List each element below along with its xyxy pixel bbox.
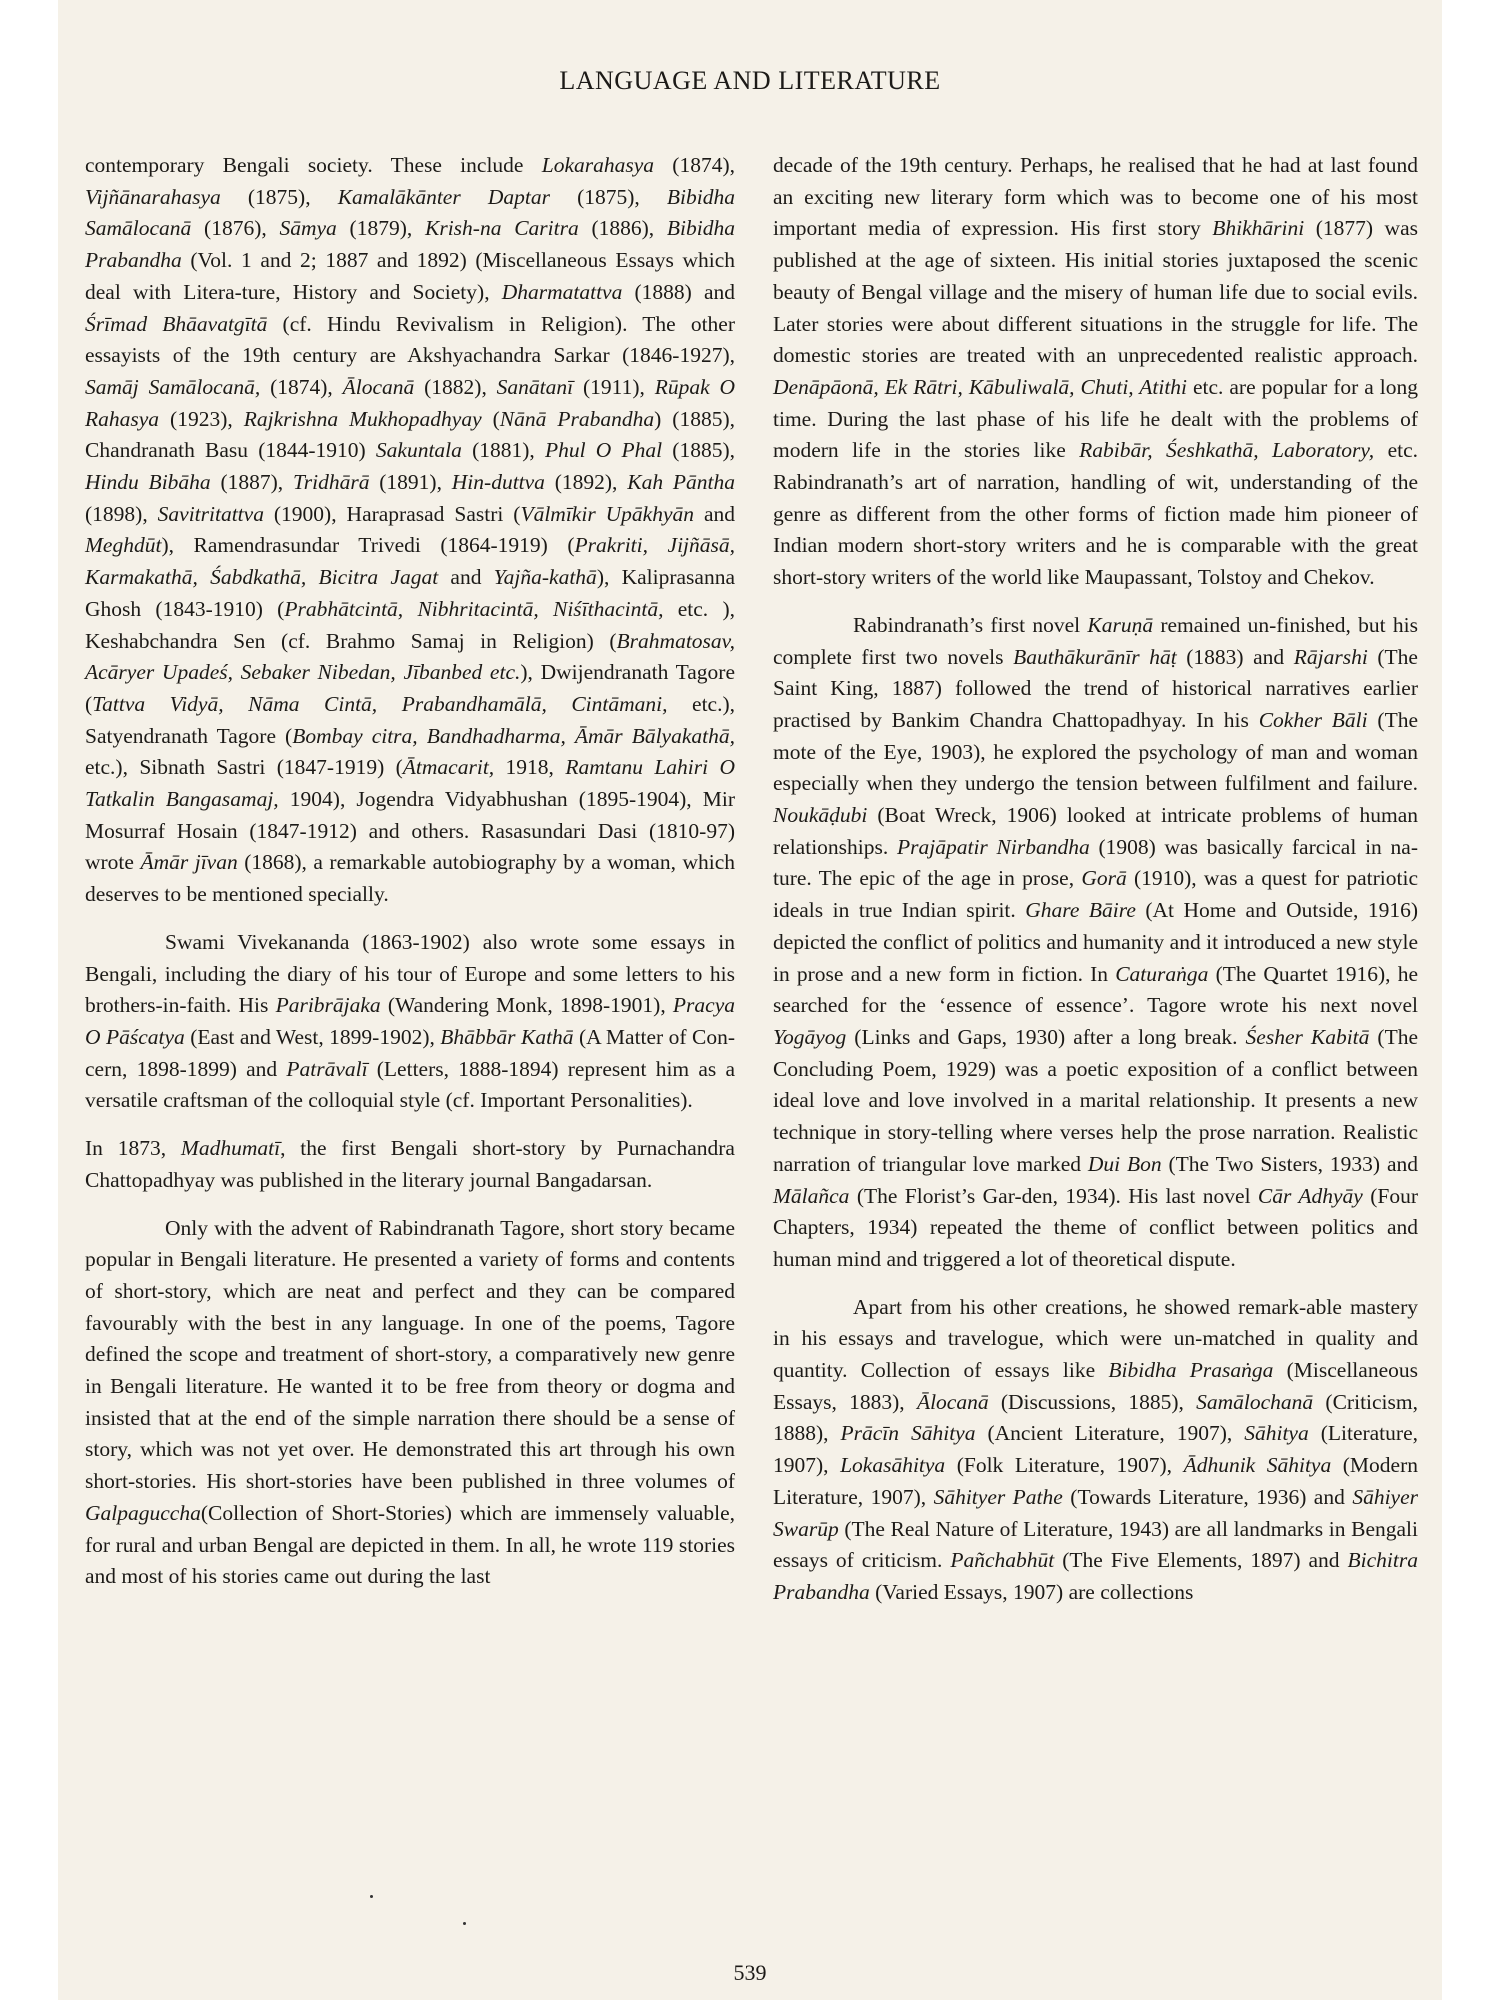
text-run: ) (1885), Chandranath Basu (1844-1910): [85, 406, 735, 463]
text-run: , the first Bengali short-story by Purnachandra Chattopadhyay was published in the literary journal Bangadarsan.: [85, 1136, 735, 1192]
italic-title: Bichitra Prabandha: [773, 1548, 1418, 1604]
text-run: (Boat Wreck, 1906) looked at intricate problems of human relationships.: [773, 803, 1418, 859]
italic-title: Bauthākurānīr hāṭ: [1013, 644, 1177, 669]
italic-title: Vālmīkir Upākhyān: [520, 501, 695, 526]
italic-title: Rājarshi: [1293, 644, 1368, 669]
italic-title: Yogāyog: [773, 1024, 847, 1049]
italic-title: Denāpāonā, Ek Rātri, Kābuliwalā, Chuti, Atithi: [773, 374, 1188, 399]
text-run: (Four Chapters, 1934) repeated the theme of conflict between politics and human mind and triggered a lot of theoretical dispute.: [773, 1183, 1418, 1271]
text-run: Only with the advent of Rabindranath Tagore, short story became popular in Bengali literature. He presented a variety of forms and contents of short-story, which are neat and perfect and they can be compared favourably with the best in any language. In one of the poems, Tagore defined the scope and treatment of short-story, a comparatively new genre in Bengali literature. He wanted it to be free from theory or dogma and insisted that at the end of the simple narration there should be a sense of story, which was not yet over. He demonstrated this art through his own short-stories. His short-stories have been published in three volumes of: [85, 1215, 735, 1494]
text-run: (The mote of the Eye, 1903), he explored the psychology of man and woman especially when they undergo the tension between fulfilment and failure.: [773, 707, 1419, 796]
text-run: and: [438, 565, 494, 590]
text-run: Swami Vivekananda (1863-1902) also wrote some essays in Bengali, including the diary of his tour of Europe and some letters to his brothers-in-faith. His: [85, 929, 735, 1018]
text-run: (Folk Literature, 1907),: [945, 1453, 1184, 1478]
italic-title: Noukāḍubi: [773, 803, 868, 828]
italic-title: Sāhityer Pathe: [933, 1484, 1063, 1509]
text-run: (The Concluding Poem, 1929) was a poetic exposition of a conflict between ideal love and love involved in a marital relationship. It presents a new technique in story-telling where verses help the prose narration. Realistic narration of triangular love marked: [773, 1024, 1419, 1176]
text-run: remained un-finished, but his complete first two novels: [773, 612, 1418, 669]
text-run: ), Ramendrasundar Trivedi (1864-1919) (: [161, 533, 575, 558]
text-run: (1908) was basically farcical in na-ture. The epic of the age in prose,: [773, 834, 1418, 891]
italic-title: Krish-na Caritra: [425, 216, 579, 241]
italic-title: Nānā Prabandha: [499, 406, 655, 431]
text-run: (1888) and: [622, 279, 735, 304]
text-run: ), Dwijendranath Tagore (: [85, 660, 735, 716]
text-run: (1892),: [544, 470, 628, 495]
italic-title: Paribrājaka: [275, 993, 381, 1018]
italic-title: Tridhārā: [292, 470, 370, 495]
italic-title: Caturaṅga: [1115, 961, 1209, 986]
text-run: In 1873,: [85, 1136, 181, 1161]
italic-title: Sakuntala: [375, 438, 462, 463]
text-run: etc.), Sibnath Sastri (1847-1919) (: [85, 755, 403, 780]
italic-title: Savitritattva: [157, 501, 264, 526]
italic-title: Brahmatosav, Acāryer Upadeś, Sebaker Nibedan, Jībanbed etc.: [85, 628, 735, 685]
italic-title: Gorā: [1081, 866, 1127, 891]
text-run: (Links and Gaps, 1930) after a long break.: [846, 1024, 1246, 1049]
text-run: (The Five Elements, 1897) and: [1054, 1548, 1348, 1573]
text-run: decade of the 19th century. Perhaps, he realised that he had at last found an exciting new literary form which was to become one of his most important media of expression. His first story: [773, 153, 1418, 241]
text-run: (1910), was a quest for patriotic ideals in true Indian spirit.: [773, 866, 1418, 923]
italic-title: Prajāpatir Nirbandha: [897, 834, 1090, 859]
text-run: (Letters, 1888-1894) represent him as a versatile craftsman of the colloquial style (cf. Important Personalities).: [85, 1056, 736, 1113]
italic-title: Prabhātcintā, Nibhritacintā, Niśīthacintā,: [284, 596, 664, 621]
text-run: (1882),: [414, 374, 497, 399]
text-run: etc.), Satyendranath Tagore (: [85, 691, 736, 748]
italic-title: Hin-duttva: [451, 470, 545, 495]
page-number: 539: [733, 1960, 767, 1985]
italic-title: Bibidha Samālocanā: [85, 184, 735, 241]
italic-title: Āmār jīvan: [140, 850, 238, 875]
italic-title: Kamalākānter Daptar: [337, 184, 550, 209]
speck-mark: [370, 1895, 373, 1898]
text-run: (: [481, 406, 500, 431]
text-run: (1923),: [159, 406, 244, 431]
paragraph: [85, 150, 735, 911]
text-run: (Discussions, 1885),: [988, 1389, 1197, 1414]
italic-title: Dui Bon: [1087, 1151, 1162, 1176]
text-run: (1874),: [260, 374, 343, 399]
text-run: (East and West, 1899-1902),: [184, 1024, 441, 1049]
text-run: (Wandering Monk, 1898-1901),: [380, 993, 673, 1018]
text-run: (1879),: [336, 216, 425, 241]
italic-title: Galpaguccha: [85, 1500, 201, 1525]
italic-title: Bombay citra, Bandhadharma, Āmār Bālyakathā,: [292, 723, 735, 748]
text-run: (1911),: [573, 374, 655, 399]
text-run: (The Real Nature of Literature, 1943) are all landmarks in Bengali essays of criticism.: [773, 1516, 1418, 1573]
text-run: (1887),: [210, 470, 293, 495]
running-header: LANGUAGE AND LITERATURE: [559, 66, 941, 95]
italic-title: Madhumatī: [180, 1136, 281, 1161]
text-run: (Towards Literature, 1936) and: [1062, 1484, 1353, 1509]
italic-title: Vijñānarahasya: [85, 184, 221, 209]
italic-title: Rabibār, Śeshkathā, Laboratory,: [1079, 438, 1375, 463]
italic-title: Phul O Phal: [544, 438, 663, 463]
italic-title: Pracya O Pāścatya: [85, 993, 735, 1049]
italic-title: Bhābbār Kathā: [440, 1024, 574, 1049]
text-run: (1881),: [461, 438, 545, 463]
text-run: (Miscellaneous Essays, 1883),: [773, 1358, 1418, 1414]
text-run: (Criticism, 1888),: [773, 1389, 1418, 1446]
text-run: (1883) and: [1176, 644, 1294, 669]
text-run: (cf. Hindu Revivalism in Religion). The other essayists of the 19th century are Akshyachandra Sarkar (1846-1927),: [85, 311, 736, 368]
italic-title: Samālochanā: [1196, 1389, 1314, 1414]
italic-title: Patrāvalī: [286, 1056, 368, 1081]
text-run: etc. ), Keshabchandra Sen (cf. Brahmo Samaj in Religion) (: [85, 596, 735, 653]
text-run: ), Kaliprasanna Ghosh (1843-1910) (: [85, 565, 735, 621]
italic-title: Prakriti, Jijñāsā, Karmakathā, Śabdkathā, Bicitra Jagat: [85, 533, 736, 590]
text-run: (Literature, 1907),: [773, 1421, 1418, 1478]
italic-title: Sāhitya: [1244, 1421, 1309, 1446]
italic-title: Prācīn Sāhitya: [840, 1421, 976, 1446]
text-run: 1918,: [494, 755, 566, 780]
text-run: (1891),: [369, 470, 452, 495]
right-column: [773, 150, 1418, 1609]
italic-title: Ramtanu Lahiri O Tatkalin Bangasamaj,: [85, 755, 736, 812]
text-run: (Varied Essays, 1907) are collections: [869, 1579, 1194, 1604]
text-run: (1875),: [549, 184, 667, 209]
paragraph: [85, 1213, 735, 1593]
text-run: (The Two Sisters, 1933) and: [1161, 1151, 1418, 1176]
italic-title: Cār Adhyāy: [1257, 1183, 1363, 1208]
italic-title: Tattva Vidyā, Nāma Cintā, Prabandhamālā, Cintāmani,: [92, 691, 668, 716]
text-run: 1904), Jogendra Vidyabhushan (1895-1904), Mir Mosurraf Hosain (1847-1912) and others. Rasasundari Dasi (1810-97) wrote: [85, 787, 735, 875]
italic-title: Ālocanā: [342, 374, 415, 399]
text-run: (The Saint King, 1887) followed the trend of historical narratives earlier practised by Bankim Chandra Chattopadhyay. In his: [773, 644, 1418, 732]
text-run: (1877) was published at the age of sixteen. His initial stories juxtaposed the scenic beauty of Bengal village and the misery of human life due to social evils. Later stories were about different situations in the struggle for life. The domestic stories are treated with an unprecedented realistic approach.: [773, 216, 1418, 368]
italic-title: Rūpak O Rahasya: [85, 374, 735, 431]
italic-title: Śrīmad Bhāavatgītā: [85, 311, 268, 336]
text-run: (1875),: [220, 184, 338, 209]
text-run: (At Home and Outside, 1916) depicted the conflict of politics and humanity and it introduced a new style in prose and a new form in fiction. In: [773, 898, 1419, 986]
text-run: (Modern Literature, 1907),: [773, 1453, 1418, 1509]
italic-title: Karuṇā: [1087, 612, 1154, 637]
text-run: (1886),: [578, 216, 667, 241]
italic-title: Bhikhārini: [1212, 216, 1305, 241]
text-run: (The Florist’s Gar-den, 1934). His last novel: [849, 1183, 1258, 1208]
italic-title: Mālañca: [773, 1183, 850, 1208]
italic-title: Kah Pāntha: [627, 470, 736, 495]
italic-title: Lokasāhitya: [840, 1453, 946, 1478]
text-run: contemporary Bengali society. These include: [85, 153, 542, 177]
text-run: (1876),: [191, 216, 280, 241]
paragraph: [85, 1133, 735, 1196]
book-page: [58, 0, 1442, 2000]
text-run: Rabindranath’s first novel: [853, 612, 1088, 637]
italic-title: Dharmatattva: [501, 279, 623, 304]
italic-title: Bibidha Prabandha: [85, 216, 736, 273]
text-run: (A Matter of Con-cern, 1898-1899) and: [85, 1024, 735, 1081]
left-column: [85, 150, 735, 1593]
italic-title: Ādhunik Sāhitya: [1183, 1453, 1332, 1478]
paragraph: [773, 1292, 1418, 1609]
text-run: and: [694, 501, 736, 526]
italic-title: Bibidha Prasaṅga: [1108, 1358, 1274, 1383]
italic-title: Ātmacarit,: [402, 755, 495, 780]
text-run: Apart from his other creations, he showed remark-able mastery in his essays and travelogue, which were un-matched in quality and quantity. Collection of essays like: [773, 1294, 1418, 1383]
text-run: (Vol. 1 and 2; 1887 and 1892) (Miscellaneous Essays which deal with Litera-ture, History and Society),: [85, 248, 735, 304]
italic-title: Śesher Kabitā: [1245, 1024, 1370, 1049]
italic-title: Meghdūt: [85, 533, 162, 558]
speck-mark: [463, 1922, 466, 1925]
italic-title: Lokarahasya: [541, 153, 655, 177]
text-run: (1885),: [662, 438, 735, 463]
paragraph: [773, 150, 1418, 594]
text-run: (1874),: [654, 153, 735, 177]
paragraph: [85, 927, 735, 1117]
italic-title: Samāj Samālocanā,: [85, 374, 261, 399]
italic-title: Cokher Bāli: [1258, 707, 1368, 732]
italic-title: Ghare Bāire: [1025, 898, 1136, 923]
text-run: (1868), a remarkable autobiography by a woman, which deserves to be mentioned specially.: [85, 850, 736, 907]
paragraph: [773, 610, 1418, 1276]
italic-title: Pañchabhūt: [950, 1548, 1055, 1573]
italic-title: Yajña-kathā: [493, 565, 597, 590]
italic-title: Sanātanī: [496, 374, 574, 399]
text-run: (Ancient Literature, 1907),: [975, 1421, 1245, 1446]
text-run: (1900), Haraprasad Sastri (: [263, 501, 521, 526]
text-run: etc. are popular for a long time. During the last phase of his life he dealt with the problems of modern life in the stories like: [773, 374, 1418, 463]
text-run: (Collection of Short-Stories) which are immensely valuable, for rural and urban Bengal are depicted in them. In all, he wrote 119 stories and most of his stories came out during the last: [85, 1500, 735, 1589]
text-run: etc. Rabindranath’s art of narration, handling of wit, understanding of the genre as different from the other forms of fiction made him pioneer of Indian modern short-story writers and he is comparable with the great short-story writers of the world like Maupassant, Tolstoy and Chekov.: [773, 438, 1419, 590]
italic-title: Sāmya: [279, 216, 337, 241]
italic-title: Hindu Bibāha: [85, 470, 211, 495]
italic-title: Ālocanā: [916, 1389, 989, 1414]
text-run: (1898),: [85, 501, 158, 526]
text-run: (The Quartet 1916), he searched for the ‘essence of essence’. Tagore wrote his next novel: [773, 961, 1418, 1018]
italic-title: Rajkrishna Mukhopadhyay: [243, 406, 482, 431]
italic-title: Sāhiyer Swarūp: [773, 1484, 1418, 1541]
